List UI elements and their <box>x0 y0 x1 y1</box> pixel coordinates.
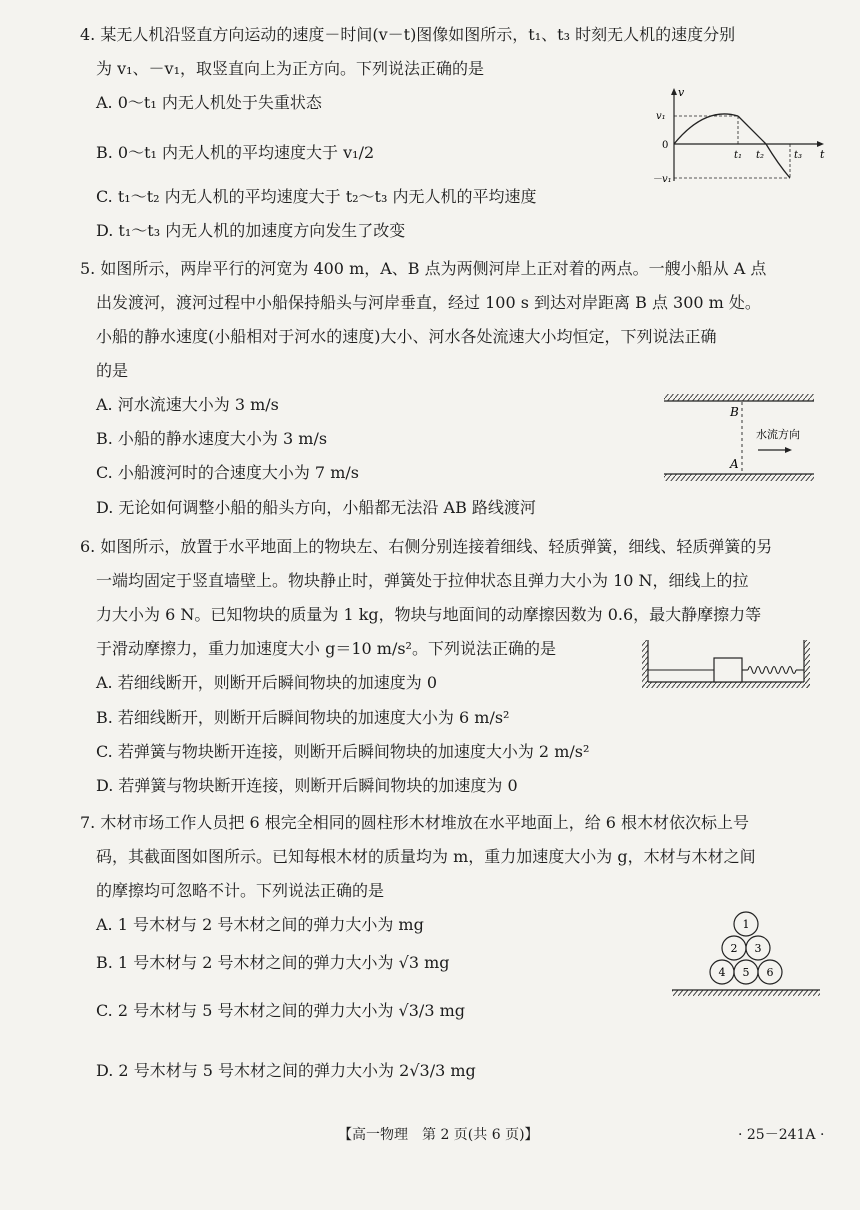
q4-option-c: C. t₁～t₂ 内无人机的平均速度大于 t₂～t₃ 内无人机的平均速度 <box>96 187 537 206</box>
q7-stem-line2: 码，其截面图如图所示。已知每根木材的质量均为 m，重力加速度大小为 g，木材与木材之间 <box>96 847 756 866</box>
q4-option-d: D. t₁～t₃ 内无人机的加速度方向发生了改变 <box>96 221 406 240</box>
q4-vt-graph <box>650 86 830 186</box>
log-3-label: 3 <box>754 942 762 955</box>
log-2-label: 2 <box>730 942 738 955</box>
q5-stem-line3: 小船的静水速度(小船相对于河水的速度)大小、河水各处流速大小均恒定，下列说法正确 <box>96 327 717 346</box>
graph-t1-label: t₁ <box>734 150 743 161</box>
q4-stem-line1: 4. 某无人机沿竖直方向运动的速度－时间(v－t)图像如图所示，t₁、t₃ 时刻无人机的速度分别 <box>80 25 736 44</box>
graph-neg-v1-label: －v₁ <box>652 174 672 185</box>
log-5-label: 5 <box>742 966 750 979</box>
q4-option-a: A. 0～t₁ 内无人机处于失重状态 <box>96 93 322 112</box>
graph-v-label: v <box>678 86 685 99</box>
graph-origin-label: 0 <box>662 140 669 151</box>
graph-v1-label: v₁ <box>656 111 666 122</box>
page-footer-code: · 25－241A · <box>738 1127 825 1143</box>
q5-option-d: D. 无论如何调整小船的船头方向，小船都无法沿 AB 路线渡河 <box>96 498 536 517</box>
q7-stem-line3: 的摩擦均可忽略不计。下列说法正确的是 <box>96 881 385 900</box>
flow-arrow-icon <box>785 447 792 453</box>
q4-stem-line2: 为 v₁、－v₁，取竖直向上为正方向。下列说法正确的是 <box>96 59 484 78</box>
page-footer-center: 【高一物理 第 2 页(共 6 页)】 <box>338 1127 539 1143</box>
q6-option-c: C. 若弹簧与物块断开连接，则断开后瞬间物块的加速度大小为 2 m/s² <box>96 742 590 761</box>
q5-option-b: B. 小船的静水速度大小为 3 m/s <box>96 429 328 448</box>
q6-block-spring-diagram <box>640 636 816 692</box>
graph-t-label: t <box>820 148 825 161</box>
point-b-label: B <box>730 405 739 419</box>
q6-stem-line3: 力大小为 6 N。已知物块的质量为 1 kg，物块与地面间的动摩擦因数为 0.6，最大静摩擦力等 <box>96 605 762 624</box>
log-1-label: 1 <box>742 918 750 931</box>
graph-t3-label: t₃ <box>794 150 803 161</box>
q6-stem-line2: 一端均固定于竖直墙壁上。物块静止时，弹簧处于拉伸状态且弹力大小为 10 N，细线上的拉 <box>96 571 749 590</box>
point-a-label: A <box>730 457 739 471</box>
q7-option-a: A. 1 号木材与 2 号木材之间的弹力大小为 mg <box>96 915 424 934</box>
log-4-label: 4 <box>718 966 726 979</box>
q7-stem-line1: 7. 木材市场工作人员把 6 根完全相同的圆柱形木材堆放在水平地面上，给 6 根木材依次标上号 <box>80 813 750 832</box>
q7-option-d: D. 2 号木材与 5 号木材之间的弹力大小为 2√3/3 mg <box>96 1061 476 1080</box>
q5-option-a: A. 河水流速大小为 3 m/s <box>96 395 279 414</box>
q5-option-c: C. 小船渡河时的合速度大小为 7 m/s <box>96 463 359 482</box>
log-6-label: 6 <box>766 966 774 979</box>
q6-option-d: D. 若弹簧与物块断开连接，则断开后瞬间物块的加速度为 0 <box>96 776 518 795</box>
q6-stem-line1: 6. 如图所示，放置于水平地面上的物块左、右侧分别连接着细线、轻质弹簧，细线、轻质弹簧的另 <box>80 537 773 556</box>
q7-logs-diagram <box>668 906 824 1002</box>
q6-stem-line4: 于滑动摩擦力，重力加速度大小 g＝10 m/s²。下列说法正确的是 <box>96 639 556 658</box>
q6-option-a: A. 若细线断开，则断开后瞬间物块的加速度为 0 <box>96 673 437 692</box>
q4-option-b: B. 0～t₁ 内无人机的平均速度大于 v₁/2 <box>96 143 375 162</box>
graph-t2-label: t₂ <box>756 150 765 161</box>
q5-river-diagram <box>660 392 820 486</box>
q7-option-b: B. 1 号木材与 2 号木材之间的弹力大小为 √3 mg <box>96 953 450 972</box>
q7-option-c: C. 2 号木材与 5 号木材之间的弹力大小为 √3/3 mg <box>96 1001 465 1020</box>
q5-stem-line2: 出发渡河，渡河过程中小船保持船头与河岸垂直，经过 100 s 到达对岸距离 B 点 300 m 处。 <box>96 293 761 312</box>
q5-stem-line1: 5. 如图所示，两岸平行的河宽为 400 m，A、B 点为两侧河岸上正对着的两点。一艘小船从 A 点 <box>80 259 767 278</box>
q6-option-b: B. 若细线断开，则断开后瞬间物块的加速度大小为 6 m/s² <box>96 708 510 727</box>
flow-direction-label: 水流方向 <box>756 428 800 441</box>
q5-stem-line4: 的是 <box>96 361 129 380</box>
